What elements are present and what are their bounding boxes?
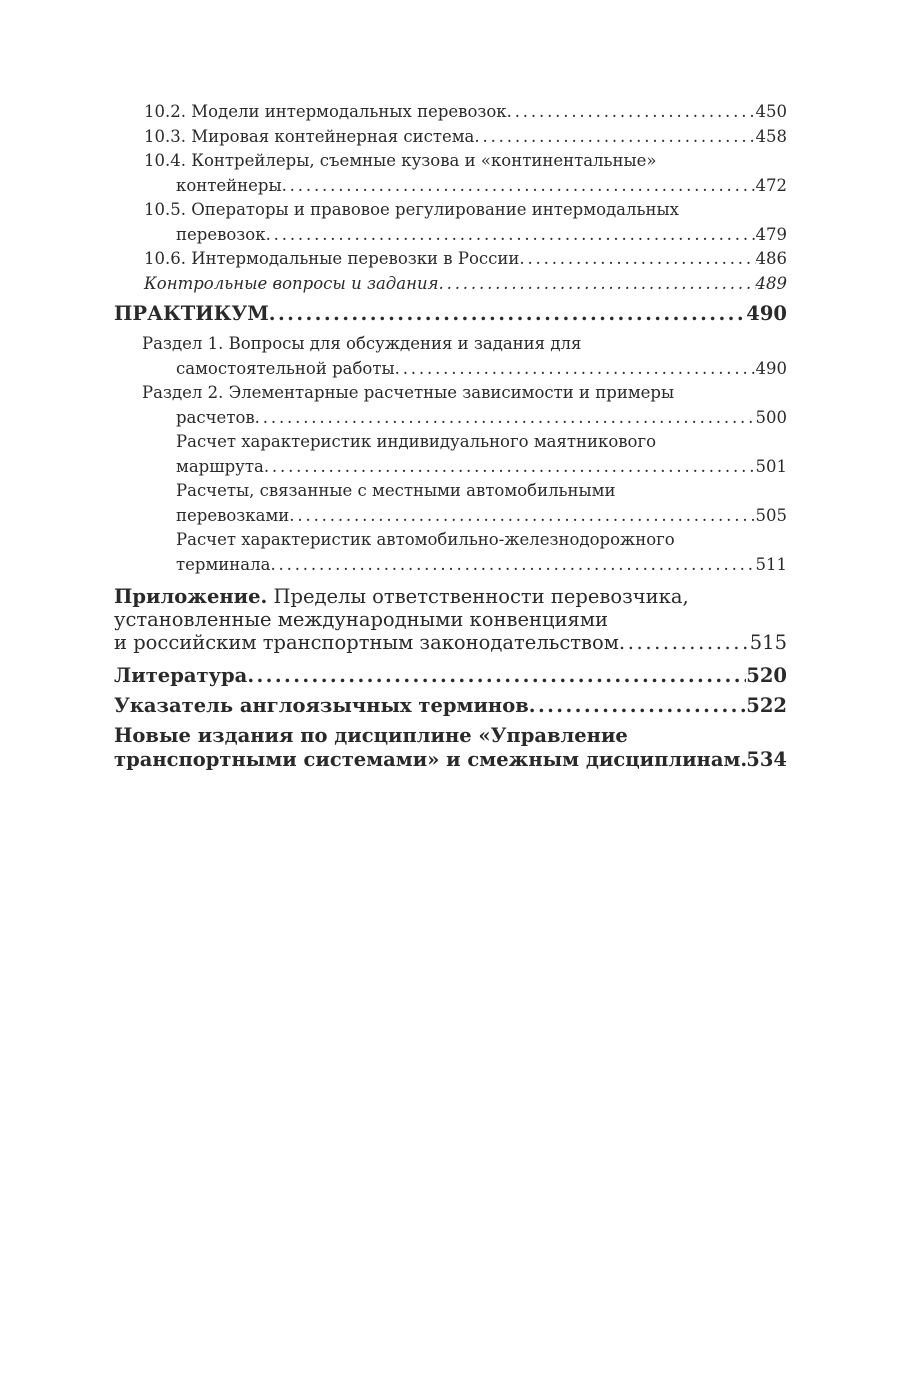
entry-title-continued: перевозок xyxy=(176,224,266,244)
toc-entry-10-6[interactable] xyxy=(144,247,787,272)
entry-title: Раздел 1. Вопросы для обсуждения и задания для xyxy=(142,334,582,353)
entry-title-continued: и российским транспортным законодательством xyxy=(114,631,619,654)
page-number: 505 xyxy=(755,505,787,525)
toc-entry-calc-3[interactable] xyxy=(176,528,787,577)
page-number: 500 xyxy=(755,407,787,427)
dot-leader xyxy=(529,694,747,718)
dot-leader xyxy=(474,125,755,150)
page-number: 458 xyxy=(755,126,787,146)
page-number: 522 xyxy=(746,694,787,717)
entry-title-continued: перевозками xyxy=(176,505,290,525)
dot-leader xyxy=(266,223,756,248)
entry-title-continued: терминала xyxy=(176,554,271,574)
entry-title-continued: транспортными системами» и смежным дисциплинам xyxy=(114,748,741,771)
entry-title: Указатель англоязычных терминов xyxy=(114,694,529,717)
page-number: 489 xyxy=(755,273,787,293)
page-number: 450 xyxy=(755,102,787,121)
toc-entry-calc-1[interactable] xyxy=(176,430,787,479)
page-number: 490 xyxy=(746,302,787,325)
appendix-label: Приложение. xyxy=(114,585,268,608)
entry-title: ПРАКТИКУМ xyxy=(114,302,269,325)
page-number: 515 xyxy=(749,631,787,654)
dot-leader xyxy=(269,302,747,326)
entry-title: Раздел 2. Элементарные расчетные зависимости и примеры xyxy=(142,383,675,402)
entry-title-continued: маршрута xyxy=(176,456,264,476)
table-of-contents xyxy=(114,100,787,772)
entry-title: 10.4. Контрейлеры, съемные кузова и «континентальные» xyxy=(144,151,657,170)
entry-title: Расчет характеристик автомобильно-железнодорожного xyxy=(176,530,675,549)
entry-title: 10.5. Операторы и правовое регулирование интермодальных xyxy=(144,200,679,219)
toc-entry-questions[interactable] xyxy=(144,272,787,297)
entry-title: Новые издания по дисциплине «Управление xyxy=(114,724,628,747)
dot-leader xyxy=(395,357,756,382)
toc-entry-part-1[interactable] xyxy=(142,332,787,381)
entry-title: Контрольные вопросы и задания xyxy=(144,273,439,293)
toc-entry-part-2[interactable] xyxy=(142,381,787,430)
dot-leader xyxy=(247,664,746,688)
entry-title-continued: установленные международными конвенциями xyxy=(114,608,609,631)
page-number: 479 xyxy=(755,224,787,244)
toc-entry-new-editions[interactable] xyxy=(114,724,787,772)
toc-entry-10-4[interactable] xyxy=(144,149,787,198)
page-number: 501 xyxy=(755,456,787,476)
entry-title: Расчеты, связанные с местными автомобильными xyxy=(176,481,616,500)
dot-leader xyxy=(264,455,756,480)
dot-leader xyxy=(270,553,755,578)
dot-leader xyxy=(519,247,755,272)
entry-title: Расчет характеристик индивидуального маятникового xyxy=(176,432,657,451)
toc-entry-10-3[interactable] xyxy=(144,125,787,150)
entry-title: 10.6. Интермодальные перевозки в России xyxy=(144,249,520,268)
dot-leader xyxy=(619,631,750,654)
toc-entry-10-2[interactable] xyxy=(144,100,787,125)
toc-entry-literature[interactable] xyxy=(114,664,787,688)
entry-title: 10.3. Мировая контейнерная система xyxy=(144,126,475,146)
page-number: 534 xyxy=(746,748,787,771)
page-number: 472 xyxy=(755,175,787,195)
toc-entry-appendix[interactable] xyxy=(114,585,787,654)
dot-leader xyxy=(439,272,756,297)
dot-leader xyxy=(282,174,756,199)
entry-title-continued: контейнеры xyxy=(176,175,282,195)
page-number: 486 xyxy=(755,249,787,268)
dot-leader xyxy=(255,406,756,431)
toc-entry-calc-2[interactable] xyxy=(176,479,787,528)
toc-entry-10-5[interactable] xyxy=(144,198,787,247)
entry-title: 10.2. Модели интермодальных перевозок xyxy=(144,102,507,121)
dot-leader xyxy=(289,504,755,529)
entry-title-continued: самостоятельной работы xyxy=(176,358,395,378)
toc-entry-index[interactable] xyxy=(114,694,787,718)
page-number: 490 xyxy=(755,358,787,378)
toc-entry-practicum[interactable] xyxy=(114,302,787,326)
entry-title-continued: расчетов xyxy=(176,407,255,427)
page-number: 520 xyxy=(746,664,787,687)
page-number: 511 xyxy=(755,554,787,574)
entry-title: Пределы ответственности перевозчика, xyxy=(267,585,689,608)
entry-title: Литература xyxy=(114,664,248,687)
dot-leader xyxy=(507,100,756,125)
